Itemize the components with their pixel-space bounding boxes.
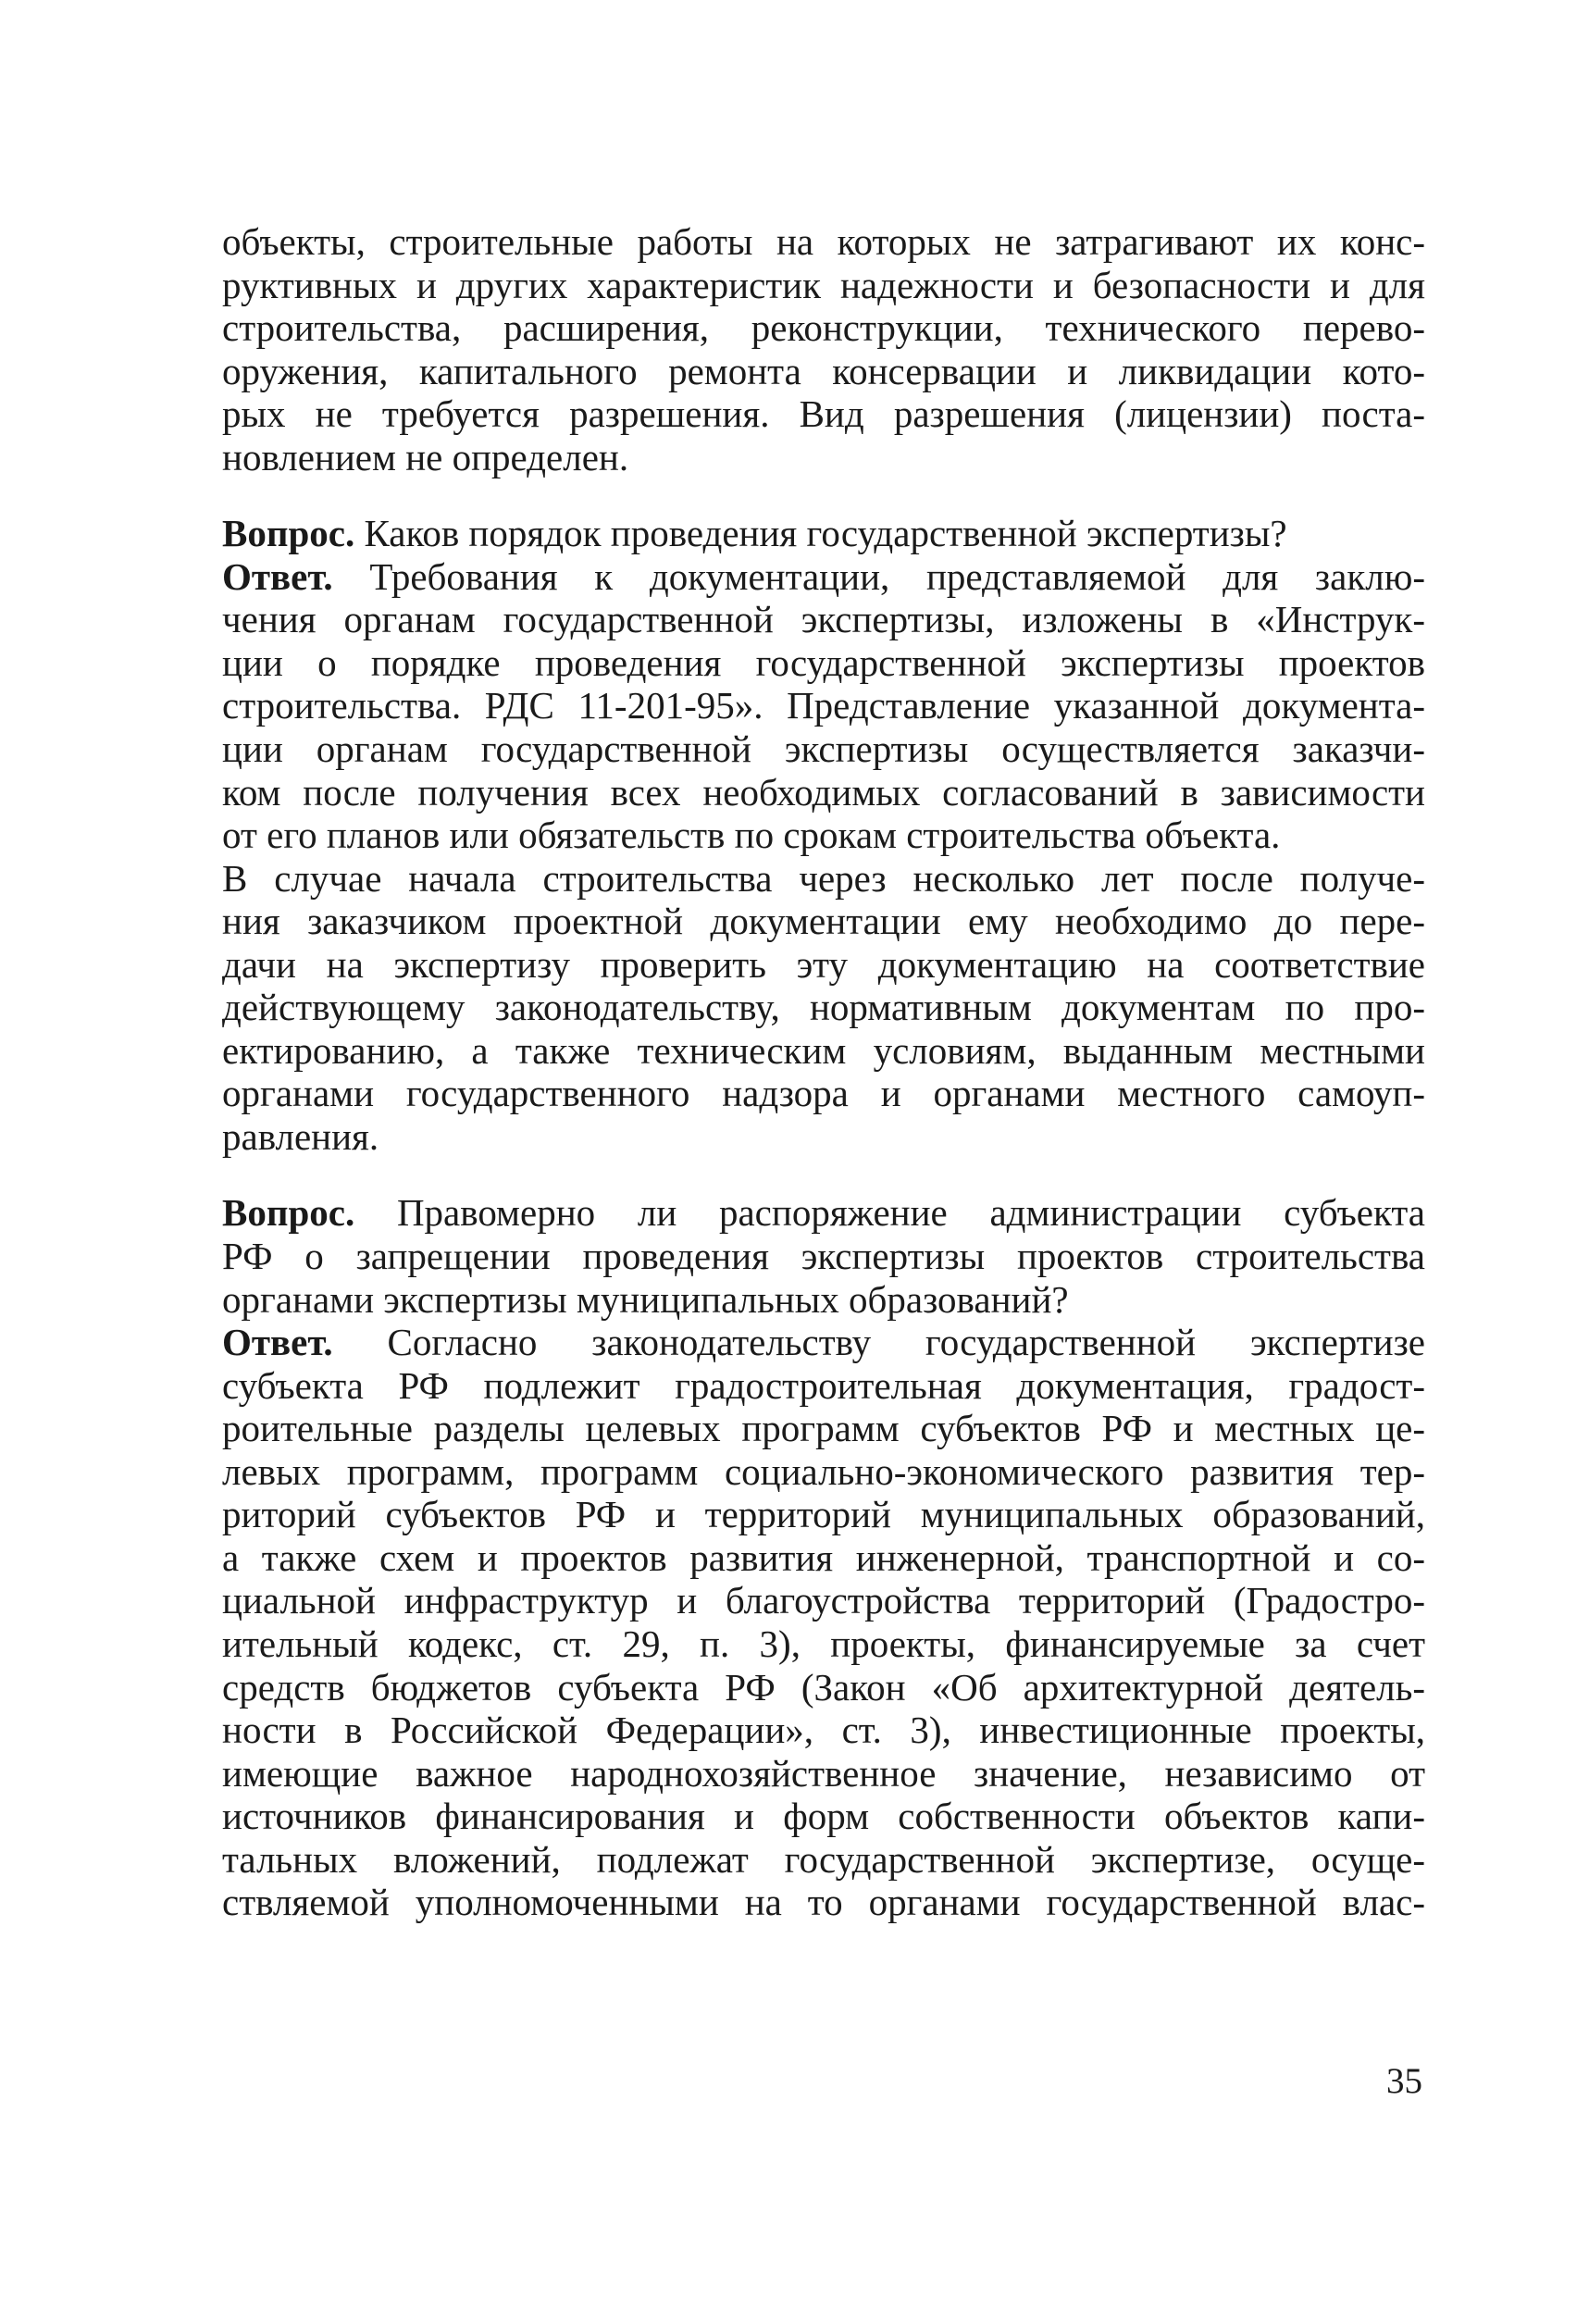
text-line bbox=[222, 1191, 1425, 1235]
text-line: субъекта РФ подлежит градостроительная документация, градост- bbox=[222, 1363, 1425, 1407]
text-line: роительные разделы целевых программ субъектов РФ и местных це- bbox=[222, 1407, 1425, 1450]
answer-paragraph bbox=[222, 555, 1425, 857]
text-line: строительства, расширения, реконструкции, технического перево- bbox=[222, 306, 1425, 350]
text-line: органами экспертизы муниципальных образований? bbox=[222, 1277, 1069, 1321]
text-line: имеющие важное народнохозяйственное значение, независимо от bbox=[222, 1751, 1425, 1795]
text-line: ствляемой уполномоченными на то органами государственной влас- bbox=[222, 1881, 1425, 1924]
page-number: 35 bbox=[1386, 2061, 1422, 2101]
text-line: риторий субъектов РФ и территорий муниципальных образований, bbox=[222, 1493, 1425, 1536]
answer-text: Требования к документации, представляемой для заклю- bbox=[369, 554, 1425, 598]
text-line: дачи на экспертизу проверить эту документацию на соответствие bbox=[222, 942, 1425, 986]
text-line: источников финансирования и форм собственности объектов капи- bbox=[222, 1795, 1425, 1838]
text-line: новлением не определен. bbox=[222, 435, 629, 478]
answer-label: Ответ. bbox=[222, 554, 333, 598]
text-line: ции органам государственной экспертизы осуществляется заказчи- bbox=[222, 727, 1425, 771]
question-label: Вопрос. bbox=[222, 1191, 355, 1235]
text-line: ком после получения всех необходимых согласований в зависимости bbox=[222, 770, 1425, 814]
paragraph bbox=[222, 857, 1425, 1159]
text-line: строительства. РДС 11-201-95». Представление указанной документа- bbox=[222, 684, 1425, 727]
text-line: а также схем и проектов развития инженерной, транспортной и со- bbox=[222, 1535, 1425, 1579]
text-line: РФ о запрещении проведения экспертизы проектов строительства bbox=[222, 1235, 1425, 1278]
text-line: ектированию, а также техническим условиям, выданным местными bbox=[222, 1028, 1425, 1072]
text-line: ности в Российской Федерации», ст. 3), инвестиционные проекты, bbox=[222, 1709, 1425, 1752]
question-label: Вопрос. bbox=[222, 512, 355, 555]
text-line: действующему законодательству, нормативным документам по про- bbox=[222, 986, 1425, 1029]
text-line: ительный кодекс, ст. 29, п. 3), проекты, финансируемые за счет bbox=[222, 1622, 1425, 1665]
question-text: Правомерно ли распоряжение администрации субъекта bbox=[396, 1191, 1425, 1235]
answer-text: Согласно законодательству государственной экспертизе bbox=[387, 1321, 1426, 1364]
text-line: чения органам государственной экспертизы, изложены в «Инструк- bbox=[222, 598, 1425, 641]
paragraph bbox=[222, 220, 1425, 478]
text-line bbox=[222, 512, 1425, 555]
answer-label: Ответ. bbox=[222, 1321, 333, 1364]
text-line: ции о порядке проведения государственной экспертизы проектов bbox=[222, 640, 1425, 684]
paragraph-spacer bbox=[222, 478, 1425, 512]
text-line: объекты, строительные работы на которых не затрагивают их конс- bbox=[222, 220, 1425, 263]
text-line: ния заказчиком проектной документации ему необходимо до пере- bbox=[222, 900, 1425, 943]
text-line: равления. bbox=[222, 1114, 379, 1158]
text-line: циальной инфраструктур и благоустройства территорий (Градостро- bbox=[222, 1579, 1425, 1622]
page-body bbox=[222, 220, 1425, 1924]
text-line: органами государственного надзора и органами местного самоуп- bbox=[222, 1072, 1425, 1115]
question-text: Каков порядок проведения государственной экспертизы? bbox=[364, 512, 1287, 555]
text-line bbox=[222, 555, 1425, 599]
text-line: левых программ, программ социально-экономического развития тер- bbox=[222, 1449, 1425, 1493]
paragraph-spacer bbox=[222, 1158, 1425, 1191]
text-line: рых не требуется разрешения. Вид разрешения (лицензии) поста- bbox=[222, 392, 1425, 436]
text-line: руктивных и других характеристик надежности и безопасности и для bbox=[222, 263, 1425, 306]
question-paragraph bbox=[222, 1191, 1425, 1321]
text-line: В случае начала строительства через несколько лет после получе- bbox=[222, 856, 1425, 900]
text-line bbox=[222, 1321, 1425, 1364]
text-line: оружения, капитального ремонта консервации и ликвидации кото- bbox=[222, 349, 1425, 392]
text-line: тальных вложений, подлежат государственной экспертизе, осуще- bbox=[222, 1837, 1425, 1881]
answer-paragraph bbox=[222, 1321, 1425, 1924]
question-paragraph bbox=[222, 512, 1425, 555]
text-line: от его планов или обязательств по срокам строительства объекта. bbox=[222, 814, 1281, 857]
text-line: средств бюджетов субъекта РФ (Закон «Об архитектурной деятель- bbox=[222, 1665, 1425, 1709]
